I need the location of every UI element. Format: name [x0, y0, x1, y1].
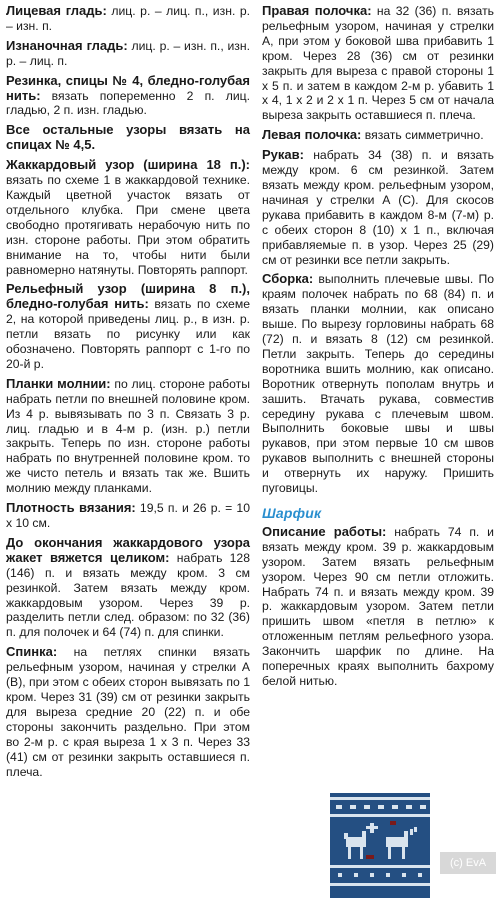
paragraph-right-front	[262, 4, 494, 123]
text-ribbing: вязать попеременно 2 п. лиц. гладью, 2 п. изн. гладью.	[6, 88, 250, 118]
left-column	[6, 4, 250, 784]
paragraph-jacquard	[6, 158, 250, 277]
scarf-section-title: Шарфик	[262, 505, 322, 521]
text-sleeve: набрать 34 (38) п. и вязать между кром. 6 см резинкой. Затем вязать между кром. рельефным узором, начиная у стрелки А (С). Для скосов рукава прибавить в каждом 8-м (7-м) р. с обеих сторон 8 (10) x 1 п., включая прибавляемые п. в узор. Через 25 (29) см от резинки все петли закрыть.	[262, 148, 494, 267]
jacquard-knit-photo	[330, 793, 430, 898]
paragraph-reverse-stockinette	[6, 39, 250, 69]
term-zipper-bands: Планки молнии:	[6, 375, 111, 391]
text-scarf-description: набрать 74 п. и вязать между кром. 39 р. жаккардовым узором. Затем вязать рельефным узором. Через 90 см петли отложить. Набрать 74 п. и вязать между кром. 39 р. жаккардовым узором. Затем петли пришить швом «петля в петлю» к отложенным петлям рельефного узора. Закончить шарфик по длине. На поперечных краях выполнить бахрому белой нитью.	[262, 524, 494, 688]
text-back: на петлях спинки вязать рельефным узором, начиная у стрелки А (В), при этом с обеих сторон вывязать по 1 кром. Через 31 (39) см от резинки закрыть для выреза средние 20 (22) п. и обе стороны закончить раздельно. При этом во 2-м р. с края выреза 1 x 3 п. Через 33 (41) см от резинки закрыть оставшиеся п. плеча.	[6, 645, 250, 779]
term-stockinette: Лицевая гладь:	[6, 3, 107, 18]
text-gauge: 19,5 п. и 26 р. = 10 x 10 см.	[6, 501, 250, 530]
text-zipper-bands: по лиц. стороне работы набрать петли по внешней половине кром. Из 4 р. вывязывать по 3 п. Связать 3 р. лиц. гладью и в 4-м р. (изн. р.) петли закрыть. Теперь по изн. стороне работы набрать по внутренней половине кром. то же чисто петель и вязать так же. Вшить молнию между планками.	[6, 376, 251, 496]
term-back: Спинка:	[6, 644, 58, 660]
paragraph-scarf	[262, 525, 494, 689]
text-relief: вязать по схеме 2, на которой приведены лиц. р., в изн. р. петли вязать по рисунку или как обозначено. Повторять раппорт с 1-го по 20-й р.	[6, 297, 250, 371]
paragraph-gauge	[6, 501, 250, 531]
paragraph-needles	[6, 123, 250, 153]
term-sleeve: Рукав:	[262, 147, 304, 163]
text-reverse-stockinette: лиц. р. – изн. п., изн. р. – лиц. п.	[6, 38, 250, 68]
paragraph-ribbing	[6, 74, 250, 119]
term-scarf-description: Описание работы:	[262, 523, 387, 539]
term-needles: Все остальные узоры вязать на спицах № 4,5.	[6, 122, 250, 153]
term-left-front: Левая полочка:	[262, 127, 362, 143]
text-stockinette: лиц. р. – лиц. п., изн. р. – изн. п.	[6, 4, 250, 33]
paragraph-sleeve	[262, 148, 494, 267]
paragraph-zipper-bands	[6, 377, 250, 496]
text-jacket-body: набрать 128 (146) п. и вязать между кром. 3 см резинкой. Затем вязать между кром. жаккардовым узором. Через 39 р. разделить петли след. образом: по 32 (36) п. для полочек и 64 (74) п. для спинки.	[6, 550, 250, 640]
term-right-front: Правая полочка:	[262, 3, 372, 18]
term-jacquard: Жаккардовый узор (ширина 18 п.):	[6, 157, 250, 173]
paragraph-stockinette	[6, 4, 250, 34]
text-right-front: на 32 (36) п. вязать рельефным узором, начиная у стрелки А, при этом у боковой шва прибавить 1 кром. Через 28 (36) см от резинки закрыть для выреза с правой стороны 1 x 5 п. и затем в каждом 2-м р. убавить 1 x 4, 1 x 2 и 2 x 1 п. Через 5 см от начала выреза закрыть оставшиеся п. плеча.	[262, 4, 494, 123]
right-column	[262, 4, 494, 694]
text-jacquard: вязать по схеме 1 в жаккардовой технике. Каждый цветной участок вязать от отдельного клубка. При смене цвета свободно протягивать нерабочую нить по изн. стороне работы. При этом обратить внимание на то, чтобы нити были равномерно натянуты. Повторять раппорт.	[6, 173, 250, 277]
term-reverse-stockinette: Изнаночная гладь:	[6, 37, 128, 53]
paragraph-assembly	[262, 272, 494, 496]
paragraph-relief	[6, 282, 250, 371]
paragraph-back	[6, 645, 250, 779]
term-jacket-body: До окончания жаккардового узора жакет вяжется целиком:	[6, 534, 250, 565]
term-assembly: Сборка:	[262, 271, 314, 287]
paragraph-left-front	[262, 128, 494, 143]
term-ribbing: Резинка, спицы № 4, бледно-голубая нить:	[6, 72, 250, 103]
term-relief: Рельефный узор (ширина 8 п.), бледно-голубая нить:	[6, 281, 250, 312]
watermark: (c) EvA	[440, 852, 496, 874]
paragraph-jacket-body	[6, 536, 250, 640]
text-left-front: вязать симметрично.	[361, 128, 484, 143]
text-assembly: выполнить плечевые швы. По краям полочек набрать по 68 (84) п. и вязать планки молнии, как описано выше. По вырезу горловины набрать 68 (72) п. и вязать 8 (12) см резинкой. Петли закрыть. Теперь до середины воротника вшить молнию, как описано. Воротник отвернуть пополам внутрь и зашить. Втачать рукава, совместив середину рукава с плечевым швом. Выполнить боковые швы и швы рукавов, при этом первые 10 см швов рукавов выполнить с внешней стороны и отвернуть их наружу. Пришить пуговицы.	[262, 272, 494, 496]
term-gauge: Плотность вязания:	[6, 500, 136, 516]
jacquard-pattern-image	[330, 793, 430, 898]
